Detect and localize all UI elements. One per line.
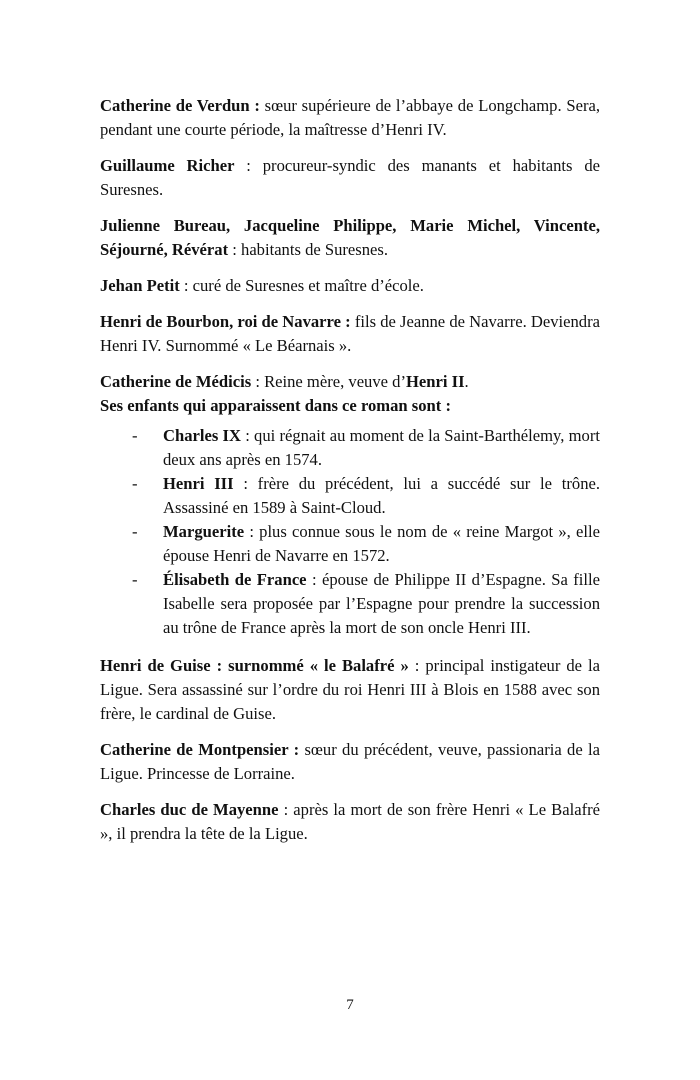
entry-name: Catherine de Médicis: [100, 372, 252, 391]
entry-name: Julienne Bureau, Jacqueline Philippe, Marie Michel, Vincente, Séjourné, Révérat: [100, 216, 600, 259]
child-text: : qui régnait au moment de la Saint-Barthélemy, mort deux ans après en 1574.: [163, 426, 600, 469]
entry-text: : après la mort de son frère Henri « Le Balafré », il prendra la tête de la Ligue.: [100, 800, 600, 843]
page-number: 7: [346, 997, 354, 1013]
child-text: : épouse de Philippe II d’Espagne. Sa fille Isabelle sera proposée par l’Espagne pour prendre la succession au trône de France après la mort de son oncle Henri III.: [163, 570, 600, 637]
list-dash: -: [132, 522, 138, 541]
entry-catherine-de-verdun: [100, 94, 600, 142]
entry-name: Henri de Bourbon, roi de Navarre :: [100, 312, 351, 331]
entry-guillaume-richer: [100, 154, 600, 202]
entry-text: : habitants de Suresnes.: [228, 240, 389, 259]
entry-henri-de-bourbon: [100, 310, 600, 358]
list-item-marguerite: [132, 520, 600, 568]
entry-text: sœur supérieure de l’abbaye de Longchamp. Sera, pendant une courte période, la maîtresse d’Henri IV.: [100, 96, 600, 139]
entry-catherine-de-medicis: [100, 370, 600, 418]
child-text: : frère du précédent, lui a succédé sur le trône. Assassiné en 1589 à Saint-Cloud.: [163, 474, 600, 517]
list-item-elisabeth-de-france: [132, 568, 600, 640]
list-dash: -: [132, 570, 138, 589]
entry-catherine-de-montpensier: [100, 738, 600, 786]
entry-text: : procureur-syndic des manants et habitants de Suresnes.: [100, 156, 600, 199]
entry-name: Catherine de Montpensier :: [100, 740, 300, 759]
entry-name: Catherine de Verdun :: [100, 96, 260, 115]
entry-name: Jehan Petit: [100, 276, 180, 295]
entry-text: : curé de Suresnes et maître d’école.: [179, 276, 424, 295]
character-list: [100, 94, 600, 858]
entry-habitants: [100, 214, 600, 262]
entry-jehan-petit: [100, 274, 600, 298]
list-dash: -: [132, 474, 138, 493]
child-name: Marguerite: [163, 522, 245, 541]
list-item-charles-ix: [132, 424, 600, 472]
entry-name: Charles duc de Mayenne: [100, 800, 279, 819]
entry-text: fils de Jeanne de Navarre. Deviendra Henri IV. Surnommé « Le Béarnais ».: [100, 312, 600, 355]
child-text: : plus connue sous le nom de « reine Margot », elle épouse Henri de Navarre en 1572.: [163, 522, 600, 565]
entry-henri-de-guise: [100, 654, 600, 726]
entry-name: Guillaume Richer: [100, 156, 235, 175]
entry-text: : Reine mère, veuve d’: [251, 372, 406, 391]
children-intro: Ses enfants qui apparaissent dans ce roman sont :: [100, 396, 451, 415]
children-list: [100, 424, 600, 640]
child-name: Charles IX: [163, 426, 241, 445]
list-dash: -: [132, 426, 138, 445]
child-name: Élisabeth de France: [163, 570, 307, 589]
entry-charles-de-mayenne: [100, 798, 600, 846]
child-name: Henri III: [163, 474, 234, 493]
entry-period: .: [464, 372, 469, 391]
husband-name: Henri II: [406, 372, 465, 391]
list-item-henri-iii: [132, 472, 600, 520]
entry-name: Henri de Guise : surnommé « le Balafré »: [100, 656, 409, 675]
entry-text: sœur du précédent, veuve, passionaria de la Ligue. Princesse de Lorraine.: [100, 740, 600, 783]
entry-text: : principal instigateur de la Ligue. Sera assassiné sur l’ordre du roi Henri III à Blois en 1588 avec son frère, le cardinal de Guise.: [100, 656, 601, 723]
